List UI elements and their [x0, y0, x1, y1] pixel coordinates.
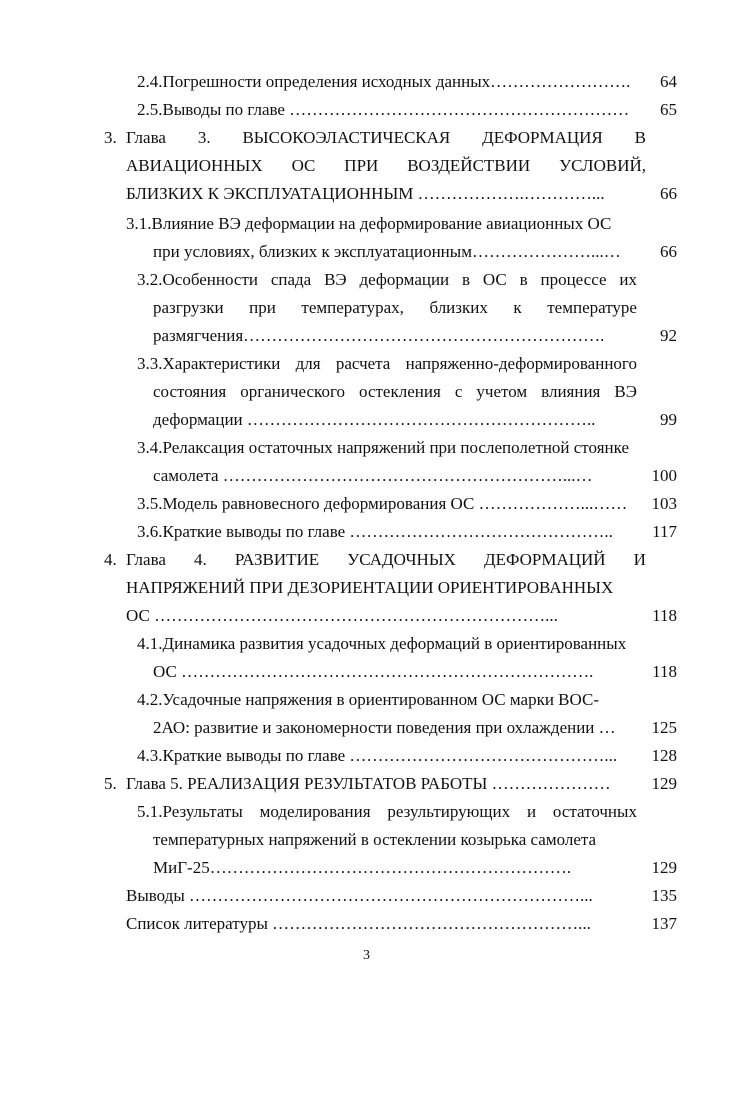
word: Глава [126, 550, 166, 569]
word: с [454, 382, 463, 401]
word: В [634, 128, 646, 147]
word: при [249, 298, 276, 317]
word: в [519, 270, 528, 289]
word: температурах, [301, 298, 404, 317]
word: спада [270, 270, 312, 289]
word: влияния [541, 382, 601, 401]
word: ВЭ [614, 382, 637, 401]
word: состояния [153, 382, 227, 401]
chapter-title-line-2: НАПРЯЖЕНИЙ ПРИ ДЕЗОРИЕНТАЦИИ ОРИЕНТИРОВАННЫХ [126, 578, 614, 597]
word: 4. [194, 550, 207, 569]
page-number: 3 [363, 948, 370, 963]
word: Глава [126, 128, 166, 147]
toc-entry-title: 3.6.Краткие выводы по главе ……………………………………….. [137, 522, 613, 541]
toc-entry-title: 2.5.Выводы по главе …………………………………………………… [137, 100, 630, 119]
toc-entry-title-line-1: 4.1.Динамика развития усадочных деформаций в ориентированных [137, 634, 627, 653]
word: органического [240, 382, 345, 401]
toc-entry-title-line-1 [137, 270, 637, 290]
word: и [526, 802, 537, 821]
word: близких [429, 298, 488, 317]
word: ВОЗДЕЙСТВИИ [407, 156, 531, 175]
toc-entry-page: 66 [660, 242, 677, 261]
toc-entry-page: 118 [652, 662, 677, 681]
word: 5.1.Результаты [137, 802, 243, 821]
word: ВЫСОКОЭЛАСТИЧЕСКАЯ [242, 128, 451, 147]
word: ДЕФОРМАЦИЯ [482, 128, 603, 147]
toc-entry-title-line-2: при условиях, близких к эксплуатационным…………………...… [153, 242, 621, 261]
toc-entry-title-line-2 [153, 298, 637, 318]
toc-entry-title-line-2: 2АО: развитие и закономерности поведения при охлаждении … [153, 718, 616, 737]
word: УСЛОВИЙ, [559, 156, 646, 175]
toc-entry-page: 103 [651, 494, 677, 513]
toc-entry-title: Выводы ……………………………………………………………... [126, 886, 593, 905]
chapter-title-line-3: БЛИЗКИХ К ЭКСПЛУАТАЦИОННЫМ ……………….…………... [126, 184, 605, 203]
toc-entry-title-line-2: ОС ………………………………………………………………. [153, 662, 594, 681]
word: в [462, 270, 471, 289]
word: остаточных [552, 802, 637, 821]
word: разгрузки [153, 298, 224, 317]
word: РАЗВИТИЕ [234, 550, 320, 569]
toc-entry-page: 117 [652, 522, 677, 541]
toc-entry-title: Список литературы ………………………………………………... [126, 914, 591, 933]
toc-entry-title: 4.3.Краткие выводы по главе ………………………………………... [137, 746, 618, 765]
word: И [633, 550, 646, 569]
toc-entry-title-line-3: деформации …………………………………………………….. [153, 410, 596, 429]
toc-entry-title-line-1 [137, 354, 637, 374]
toc-entry-page: 129 [651, 858, 677, 877]
toc-entry-page: 125 [651, 718, 677, 737]
word: напряженно-деформированного [405, 354, 637, 373]
toc-entry-title-line-3: размягчения………………………………………………………. [153, 326, 605, 345]
toc-entry-title-line-2: самолета ……………………………………………………...… [153, 466, 593, 485]
toc-entry-title: 3.5.Модель равновесного деформирования ОС ………………...…… [137, 494, 628, 513]
word: ОС [291, 156, 316, 175]
word: их [619, 270, 637, 289]
word: УСАДОЧНЫХ [347, 550, 456, 569]
chapter-title-line-1 [126, 128, 646, 148]
chapter-title-line-1 [126, 550, 646, 570]
chapter-title: Глава 5. РЕАЛИЗАЦИЯ РЕЗУЛЬТАТОВ РАБОТЫ ………………… [126, 774, 611, 793]
word: ПРИ [344, 156, 379, 175]
toc-entry-title-line-2 [153, 382, 637, 402]
word: температуре [547, 298, 637, 317]
word: остекления [359, 382, 441, 401]
toc-entry-page: 137 [651, 914, 677, 933]
word: расчета [335, 354, 391, 373]
word: 3. [197, 128, 211, 147]
chapter-title-line-2 [126, 156, 646, 176]
toc-entry-page: 64 [660, 72, 677, 91]
word: к [513, 298, 522, 317]
word: ДЕФОРМАЦИЙ [484, 550, 606, 569]
toc-entry-page: 92 [660, 326, 677, 345]
toc-entry-title-line-3: МиГ-25………………………………………………………. [153, 858, 571, 877]
toc-entry-title-line-2: температурных напряжений в остеклении козырька самолета [153, 830, 597, 849]
toc-entry-page: 118 [652, 606, 677, 625]
toc-entry-title-line-1: 3.4.Релаксация остаточных напряжений при послеполетной стоянке [137, 438, 629, 457]
word: результирующих [387, 802, 511, 821]
word: деформации [359, 270, 450, 289]
word: процессе [540, 270, 607, 289]
toc-entry-page: 129 [651, 774, 677, 793]
toc-entry-page: 66 [660, 184, 677, 203]
toc-entry-title-line-1: 3.1.Влияние ВЭ деформации на деформирование авиационных ОС [126, 214, 612, 233]
chapter-number: 5. [104, 774, 117, 793]
word: ОС [482, 270, 507, 289]
toc-entry-title-line-1: 4.2.Усадочные напряжения в ориентированном ОС марки ВОС- [137, 690, 599, 709]
toc-entry-page: 99 [660, 410, 677, 429]
chapter-title-line-3: ОС ……………………………………………………………... [126, 606, 558, 625]
word: АВИАЦИОННЫХ [126, 156, 263, 175]
toc-entry-page: 128 [651, 746, 677, 765]
toc-entry-page: 65 [660, 100, 677, 119]
word: ВЭ [324, 270, 347, 289]
word: учетом [476, 382, 528, 401]
word: 3.2.Особенности [137, 270, 258, 289]
word: моделирования [259, 802, 371, 821]
toc-entry-page: 100 [651, 466, 677, 485]
chapter-number: 4. [104, 550, 117, 569]
toc-entry-title: 2.4.Погрешности определения исходных данных……………………. [137, 72, 631, 91]
chapter-number: 3. [104, 128, 117, 147]
toc-entry-page: 135 [651, 886, 677, 905]
word: 3.3.Характеристики [137, 354, 281, 373]
toc-entry-title-line-1 [137, 802, 637, 822]
word: для [295, 354, 321, 373]
